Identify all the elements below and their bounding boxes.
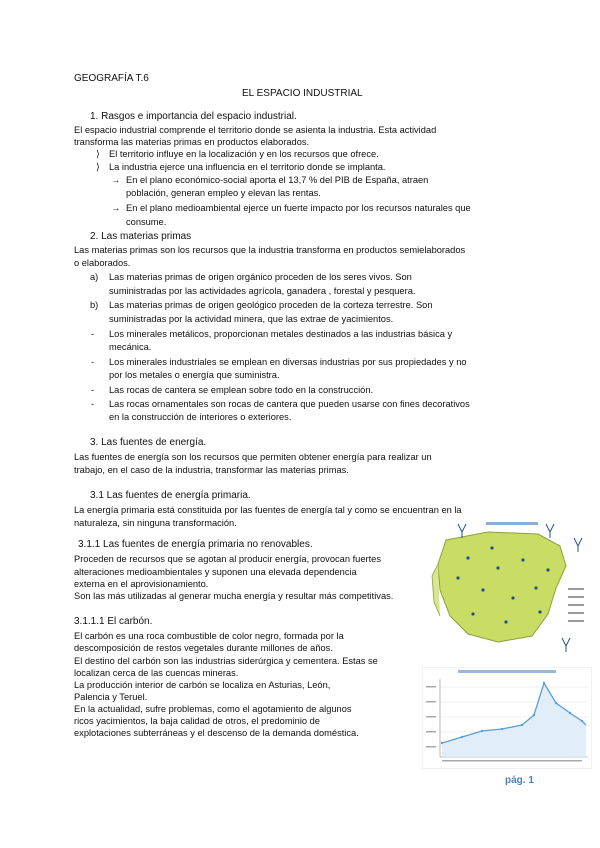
s2-intro-line-1: Las materias primas son los recursos que la industria transforma en productos semielaborados (74, 245, 466, 255)
dash-3: - (91, 385, 95, 395)
arrow-2: → (111, 203, 121, 213)
dash-2: - (91, 357, 95, 367)
s2-a-line-1: Las materias primas de origen orgánico proceden de los seres vivos. Son (109, 272, 412, 282)
s3111-line-3: El destino del carbón son las industrias siderúrgica y cementera. Estas se (74, 656, 378, 666)
section-3-1-heading: 3.1 Las fuentes de energía primaria. (90, 490, 251, 501)
s3111-line-1: El carbón es una roca combustible de color negro, formada por la (74, 631, 344, 641)
s311-line-3: externa en el aprovisionamiento. (74, 579, 209, 589)
s3111-line-9: explotaciones subterráneas y el descenso de la demanda doméstica. (74, 728, 359, 738)
s1-bullet-2: La industria ejerce una influencia en el territorio donde se implanta. (109, 162, 386, 172)
s2-d4-line-1: Las rocas ornamentales son rocas de cantera que pueden usarse con fines decorativos (109, 399, 470, 409)
s2-b-line-2: suministradas por la actividad minera, que las extrae de yacimientos. (109, 314, 394, 324)
s31-line-2: naturaleza, sin ninguna transformación. (74, 518, 237, 528)
s1-arrow-1-line-2: población, generan empleo y elevan las rentas. (126, 188, 321, 198)
s3-intro-line-2: trabajo, en el caso de la industria, transformar las materias primas. (74, 465, 349, 475)
section-3-1-1-1-heading: 3.1.1.1 El carbón. (74, 616, 153, 627)
s311-line-4: Son las más utilizadas al generar mucha energía y resultar más competitivas. (74, 591, 394, 601)
s311-line-1: Proceden de recursos que se agotan al producir energía, provocan fuertes (74, 554, 381, 564)
s2-d1-line-1: Los minerales metálicos, proporcionan metales destinados a las industrias básica y (109, 329, 453, 339)
s311-line-2: alteraciones medioambientales y suponen una elevada dependencia (74, 567, 357, 577)
course-label: GEOGRAFÍA T.6 (74, 73, 149, 84)
list-marker-b: b) (90, 300, 99, 310)
section-2-heading: 2. Las materias primas (90, 231, 192, 242)
s1-arrow-2-line-2: consume. (126, 217, 167, 227)
s1-intro-line-1: El espacio industrial comprende el territorio donde se asienta la industria. Esta actividad (74, 125, 437, 135)
s2-d4-line-2: en la construcción de interiores o exteriores. (109, 412, 292, 422)
s2-b-line-1: Las materias primas de origen geológico proceden de la corteza terrestre. Son (109, 300, 433, 310)
section-3-1-1-heading: 3.1.1 Las fuentes de energía primaria no renovables. (78, 539, 313, 550)
s2-intro-line-2: o elaborados. (74, 258, 131, 268)
page-title: EL ESPACIO INDUSTRIAL (242, 88, 363, 99)
dash-1: - (91, 329, 95, 339)
s2-d2-line-1: Los minerales industriales se emplean en diversas industrias por sus propiedades y no (109, 357, 467, 367)
coal-production-line-chart (422, 667, 592, 769)
bullet-hook-1: ⟩ (96, 149, 100, 159)
s2-d2-line-2: por los metales o energía que suministra. (109, 370, 280, 380)
s2-d3-line-1: Las rocas de cantera se emplean sobre todo en la construcción. (109, 385, 374, 395)
s31-line-1: La energía primaria está constituida por las fuentes de energía tal y como se encuentran en la (74, 505, 462, 515)
s1-arrow-1-line-1: En el plano económico-social aporta el 13,7 % del PIB de España, atraen (126, 175, 429, 185)
s2-a-line-2: suministradas por las actividades agrícola, ganadera , forestal y pesquera. (109, 286, 416, 296)
spain-map-figure (428, 518, 588, 660)
s3111-line-7: En la actualidad, sufre problemas, como el agotamiento de algunos (74, 704, 352, 714)
arrow-1: → (111, 175, 121, 185)
list-marker-a: a) (90, 272, 99, 282)
s3111-line-5: La producción interior de carbón se localiza en Asturias, León, (74, 680, 331, 690)
s3111-line-2: descomposición de restos vegetales durante millones de años. (74, 643, 333, 653)
s3111-line-4: localizan cerca de las cuencas mineras. (74, 668, 239, 678)
s1-intro-line-2: transforma las materias primas en productos elaborados. (74, 137, 310, 147)
s2-d1-line-2: mecánica. (109, 342, 152, 352)
s3-intro-line-1: Las fuentes de energía son los recursos que permiten obtener energía para realizar un (74, 452, 432, 462)
dash-4: - (91, 399, 95, 409)
s1-arrow-2-line-1: En el plano medioambiental ejerce un fuerte impacto por los recursos naturales que (126, 203, 471, 213)
section-3-heading: 3. Las fuentes de energía. (90, 437, 207, 448)
page-number: pág. 1 (505, 775, 534, 786)
section-1-heading: 1. Rasgos e importancia del espacio industrial. (90, 111, 297, 122)
s3111-line-6: Palencia y Teruel. (74, 692, 148, 702)
bullet-hook-2: ⟩ (96, 162, 100, 172)
s3111-line-8: ricos yacimientos, la baja calidad de otros, el predominio de (74, 716, 320, 726)
s1-bullet-1: El territorio influye en la localización y en los recursos que ofrece. (109, 149, 379, 159)
